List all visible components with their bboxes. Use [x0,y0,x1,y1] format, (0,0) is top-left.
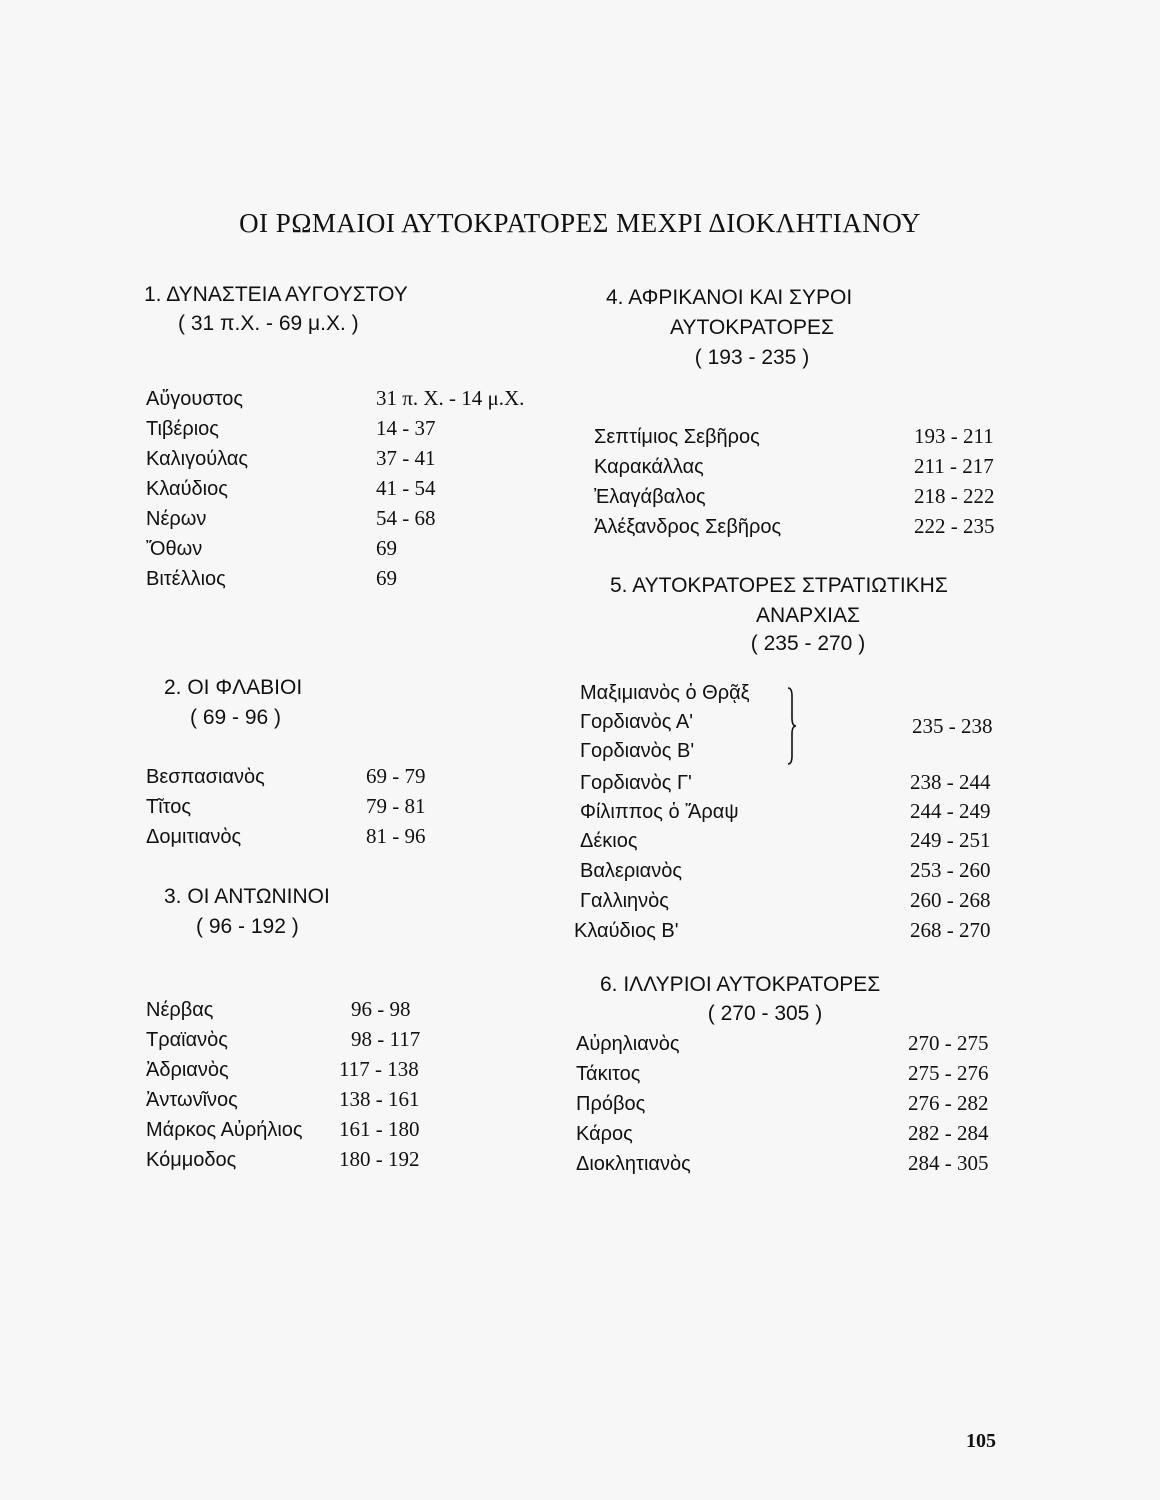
grouping-brace [786,686,796,766]
section-period: ( 96 - 192 ) [196,915,299,938]
reign-years: 96 - 98 [351,997,411,1021]
emperor-name: Βεσπασιανὸς [146,766,265,788]
reign-years: 276 - 282 [908,1091,989,1115]
emperor-name: Καρακάλλας [594,456,704,478]
emperor-name: Τιβέριος [146,418,219,440]
reign-years: 41 - 54 [376,476,436,500]
emperor-name: Ἀλέξανδρος Σεβῆρος [594,516,782,538]
emperor-name: Ἀδριανὸς [146,1059,229,1081]
section-heading: 4. ΑΦΡΙΚΑΝΟΙ ΚΑΙ ΣΥΡΟΙ [606,286,853,309]
reign-years: 31 π. Χ. - 14 μ.Χ. [376,386,525,410]
reign-years: 211 - 217 [914,454,994,478]
reign-years: 98 - 117 [351,1027,421,1051]
emperor-name: Δέκιος [580,830,638,852]
reign-years: 54 - 68 [376,506,436,530]
emperor-name: Κόμμοδος [146,1149,237,1171]
reign-years: 117 - 138 [339,1057,419,1081]
reign-years: 249 - 251 [910,828,991,852]
reign-years: 244 - 249 [910,799,991,823]
reign-years: 235 - 238 [912,714,993,738]
emperor-name: Ὄθων [146,538,203,560]
section-heading: 5. ΑΥΤΟΚΡΑΤΟΡΕΣ ΣΤΡΑΤΙΩΤΙΚΗΣ [610,574,948,597]
section-heading-line2: ΑΝΑΡΧΙΑΣ [755,604,860,627]
reign-years: 268 - 270 [910,918,991,942]
reign-years: 253 - 260 [910,858,991,882]
emperor-name: Δομιτιανὸς [146,826,242,848]
emperor-name: Γορδιανὸς Β' [580,740,695,762]
reign-years: 180 - 192 [339,1147,420,1171]
emperor-name: Πρόβος [576,1093,646,1115]
emperor-name: Καλιγούλας [146,448,249,470]
emperor-name: Τῖτος [146,796,192,818]
emperor-name: Γαλλιηνὸς [580,890,669,912]
emperor-name: Γορδιανὸς Α' [580,711,694,733]
section-heading: 6. ΙΛΛΥΡΙΟΙ ΑΥΤΟΚΡΑΤΟΡΕΣ [600,973,881,996]
section-period: ( 235 - 270 ) [750,632,866,655]
reign-years: 284 - 305 [908,1151,989,1175]
emperor-name: Φίλιππος ὁ Ἄραψ [580,801,739,823]
emperor-name: Ἀντωνῖνος [146,1089,238,1111]
reign-years: 222 - 235 [914,514,995,538]
reign-years: 161 - 180 [339,1117,420,1141]
emperor-name: Κλαύδιος Β' [574,920,679,942]
reign-years: 260 - 268 [910,888,991,912]
emperor-name: Ἐλαγάβαλος [594,486,706,508]
emperor-name: Κάρος [576,1123,633,1145]
section-period: ( 193 - 235 ) [694,346,810,369]
reign-years: 37 - 41 [376,446,436,470]
reign-years: 218 - 222 [914,484,995,508]
emperor-name: Βιτέλλιος [146,568,226,590]
reign-years: 14 - 37 [376,416,436,440]
emperor-name: Βαλεριανὸς [580,860,682,882]
emperor-name: Αὐρηλιανὸς [576,1033,680,1055]
emperor-name: Γορδιανὸς Γ' [580,772,692,794]
reign-years: 69 - 79 [366,764,426,788]
section-period: ( 31 π.Χ. - 69 μ.Χ. ) [178,312,359,335]
reign-years: 79 - 81 [366,794,426,818]
section-heading: 3. ΟΙ ΑΝΤΩΝΙΝΟΙ [164,885,330,908]
section-period: ( 69 - 96 ) [190,706,282,729]
emperor-name: Μαξιμιανὸς ὁ Θρᾷξ [580,682,750,704]
section-heading: 2. ΟΙ ΦΛΑΒΙΟΙ [164,676,303,699]
reign-years: 69 [376,566,397,590]
emperor-name: Αὔγουστος [146,388,244,410]
section-period: ( 270 - 305 ) [707,1002,823,1025]
page-number: 105 [966,1430,996,1452]
emperor-name: Τάκιτος [576,1063,641,1085]
reign-years: 282 - 284 [908,1121,989,1145]
reign-years: 238 - 244 [910,770,991,794]
emperor-name: Μάρκος Αὐρήλιος [146,1119,303,1141]
page-title: ΟΙ ΡΩΜΑΙΟΙ ΑΥΤΟΚΡΑΤΟΡΕΣ ΜΕΧΡΙ ΔΙΟΚΛΗΤΙΑΝΟΥ [239,208,921,238]
reign-years: 81 - 96 [366,824,426,848]
emperor-name: Κλαύδιος [146,478,228,500]
section-heading-line2: ΑΥΤΟΚΡΑΤΟΡΕΣ [670,316,834,339]
reign-years: 138 - 161 [339,1087,420,1111]
reign-years: 69 [376,536,397,560]
reign-years: 270 - 275 [908,1031,989,1055]
section-heading: 1. ΔΥΝΑΣΤΕΙΑ ΑΥΓΟΥΣΤΟΥ [144,283,408,306]
emperor-name: Τραϊανὸς [146,1029,228,1051]
emperor-name: Νέρβας [146,999,214,1021]
emperor-name: Νέρων [146,508,207,530]
reign-years: 275 - 276 [908,1061,989,1085]
reign-years: 193 - 211 [914,424,994,448]
emperor-name: Σεπτίμιος Σεβῆρος [594,426,760,448]
emperor-name: Διοκλητιανὸς [576,1153,691,1175]
